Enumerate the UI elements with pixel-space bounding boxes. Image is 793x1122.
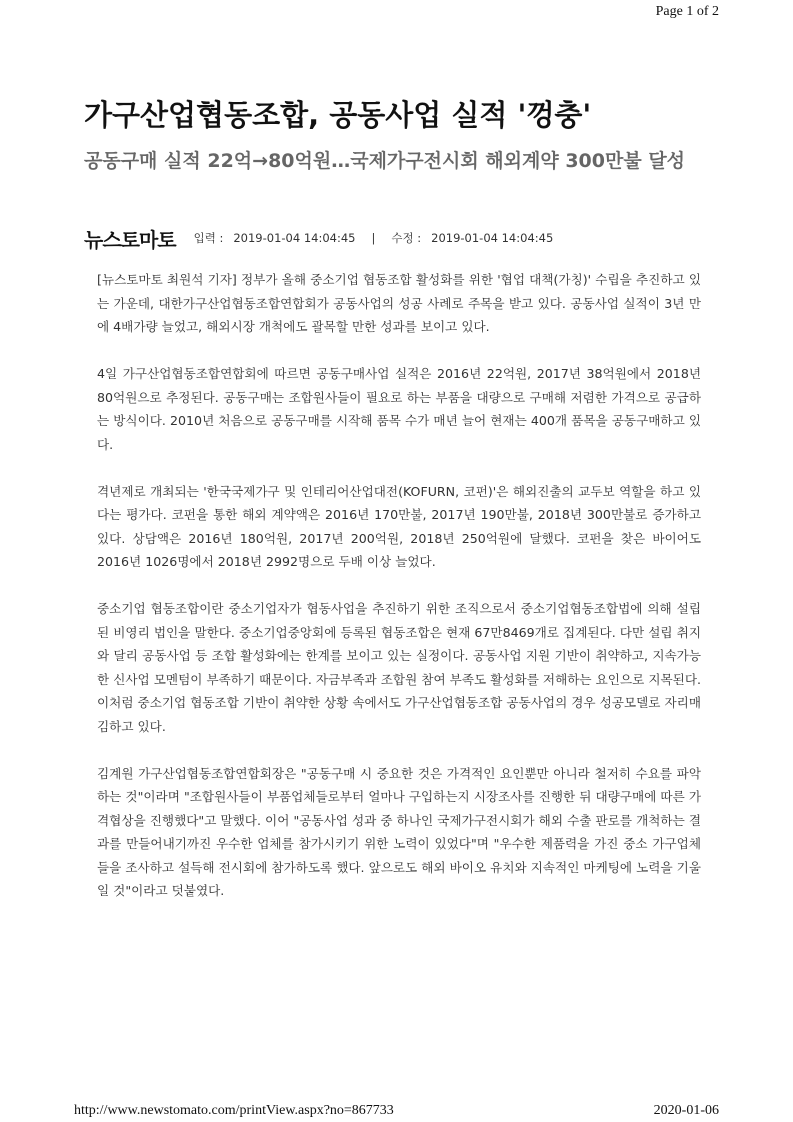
footer-url: http://www.newstomato.com/printView.aspx?no=867733 — [74, 1103, 394, 1118]
modified-label: 수정 : — [391, 231, 422, 245]
published-timestamp: 2019-01-04 14:04:45 — [233, 231, 356, 245]
article-meta — [84, 224, 724, 252]
published-info — [194, 230, 554, 246]
article-paragraph: 김계원 가구산업협동조합연합회장은 "공동구매 시 중요한 것은 가격적인 요인뿐만 아니라 철저히 수요를 파악하는 것"이라며 "조합원사들이 부품업체들로부터 얼마나 구입하는지 시장조사를 진행한 뒤 대량구매에 따른 가격협상을 진행했다"고 말했다. 이어 "공동사업 성과 중 하나인 국제가구전시회가 해외 수출 판로를 개척하는 결과를 만들어내기까진 우수한 업체를 참가시키기 위한 노력이 있었다"며 "우수한 제품력을 가진 중소 가구업체들을 조사하고 설득해 전시회에 참가하도록 했다. 앞으로도 해외 바이오 유치와 지속적인 마케팅에 노력을 기울일 것"이라고 덧붙였다. — [97, 765, 701, 898]
modified-timestamp: 2019-01-04 14:04:45 — [431, 231, 554, 245]
article-body — [97, 268, 701, 926]
article-paragraph: [뉴스토마토 최원석 기자] 정부가 올해 중소기업 협동조합 활성화를 위한 '협업 대책(가칭)' 수립을 추진하고 있는 가운데, 대한가구산업협동조합연합회가 공동사업의 성공 사례로 주목을 받고 있다. 공동사업 실적이 3년 만에 4배가량 늘었고, 해외시장 개척에도 괄목할 만한 성과를 보이고 있다. — [97, 272, 701, 334]
publisher-logo: 뉴스토마토 — [84, 227, 176, 252]
article-title: 가구산업협동조합, 공동사업 실적 '껑충' — [84, 98, 592, 132]
article-paragraph: 중소기업 협동조합이란 중소기업자가 협동사업을 추진하기 위한 조직으로서 중소기업협동조합법에 의해 설립된 비영리 법인을 말한다. 중소기업중앙회에 등록된 협동조합은 현재 67만8469개로 집계된다. 다만 설립 취지와 달리 공동사업 등 조합 활성화에는 한계를 보이고 있는 실정이다. 공동사업 지원 기반이 취약하고, 지속가능한 신사업 모멘텀이 부족하기 때문이다. 자금부족과 조합원 참여 부족도 활성화를 저해하는 요인으로 지목된다. 이처럼 중소기업 협동조합 기반이 취약한 상황 속에서도 가구산업협동조합 공동사업의 경우 성공모델로 자리매김하고 있다. — [97, 601, 701, 734]
footer-date: 2020-01-06 — [653, 1103, 719, 1118]
meta-separator: | — [371, 231, 376, 245]
published-label: 입력 : — [193, 231, 224, 245]
article-paragraph: 4일 가구산업협동조합연합회에 따르면 공동구매사업 실적은 2016년 22억원, 2017년 38억원에서 2018년 80억원으로 추정된다. 공동구매는 조합원사들이 필요로 하는 부품을 대량으로 구매해 저렴한 가격으로 공급하는 방식이다. 2010년 처음으로 공동구매를 시작해 품목 수가 매년 늘어 현재는 400개 품목을 공동구매하고 있다. — [97, 366, 701, 452]
article-subtitle: 공동구매 실적 22억→80억원…국제가구전시회 해외계약 300만불 달성 — [84, 150, 686, 172]
page-number: Page 1 of 2 — [655, 4, 719, 19]
article-paragraph: 격년제로 개최되는 '한국국제가구 및 인테리어산업대전(KOFURN, 코펀)'은 해외진출의 교두보 역할을 하고 있다는 평가다. 코펀을 통한 해외 계약액은 2016년 170만불, 2017년 190만불, 2018년 300만불로 증가하고 있다. 상담액은 2016년 180억원, 2017년 200억원, 2018년 250억원에 달했다. 코펀을 찾은 바이어도 2016년 1026명에서 2018년 2992명으로 두배 이상 늘었다. — [97, 483, 701, 569]
